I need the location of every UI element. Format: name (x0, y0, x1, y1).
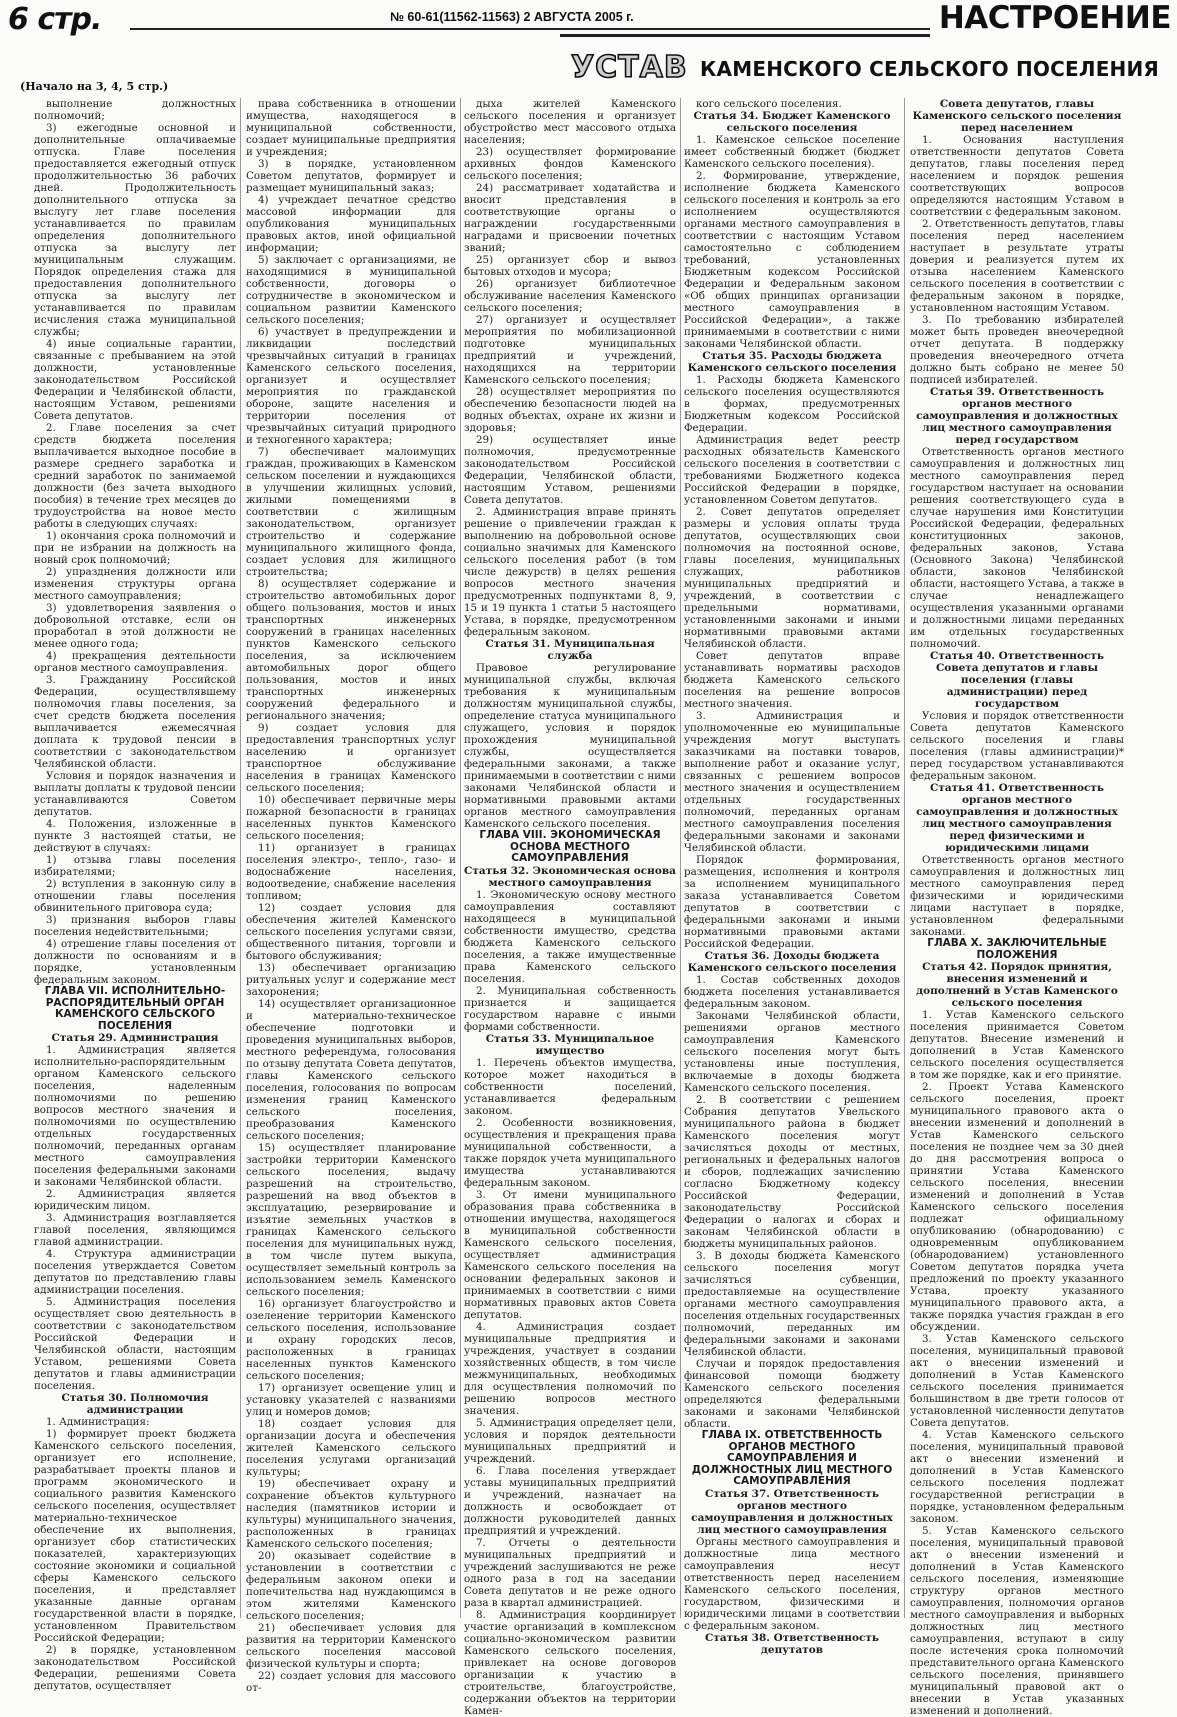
paragraph: 1. Основания наступления ответственности депутатов Совета депутатов, главы поселения перед населением и порядок решения соответствующих вопросов определяются настоящим Уставом в соответствии с федеральным законом. (910, 134, 1124, 218)
paragraph: 7) обеспечивает малоимущих граждан, проживающих в Каменском сельском поселении и нуждающихся в улучшении жилищных условий, жилыми помещениями в соответствии с жилищным законодательством, организует строительство и содержание муниципального жилищного фонда, создает условия для жилищного строительства; (246, 446, 456, 578)
column-2 (246, 98, 456, 1694)
paragraph: 15) осуществляет планирование застройки территории Каменского сельского поселения, выдачу разрешений на строительство, разрешений на ввод объектов в эксплуатацию, резервирование и изъятие земельных участков в границах Каменского сельского поселения для муниципальных нужд, в том числе путем выкупа, осуществляет земельный контроль за использованием земель Каменского сельского поселения; (246, 1142, 456, 1298)
paragraph: 8) осуществляет содержание и строительство автомобильных дорог общего пользования, мостов и иных транспортных инженерных сооружений в границах населенных пунктов Каменского сельского поселения, за исключением автомобильных дорог общего пользования, мостов и иных транспортных инженерных сооружений федерального и регионального значения; (246, 578, 456, 722)
paragraph: 2. В соответствии с решением Собрания депутатов Увельского муниципального района в бюджет Каменского поселения могут зачисляться доходы от местных, региональных и федеральных налогов и сборов, подлежащих зачислению согласно Бюджетному кодексу Российской Федерации, законодательству Российской Федерации о налогах и сборах и законам Челябинской области в бюджеты муниципальных районов. (684, 1094, 900, 1250)
paragraph: 1. Состав собственных доходов бюджета поселения устанавливается федеральным законом. (684, 974, 900, 1010)
headline-main: УСТАВ (571, 50, 688, 85)
column-divider (460, 98, 461, 1618)
column-divider (240, 98, 241, 1618)
column-5 (910, 98, 1124, 1717)
paragraph: 2. Администрация является юридическим лицом. (34, 1188, 236, 1212)
column-3 (464, 98, 676, 1717)
column-1 (34, 98, 236, 1692)
paragraph: 3. Администрация возглавляется главой поселения, являющимся главой администрации. (34, 1212, 236, 1248)
paragraph: 1. Перечень объектов имущества, которое может находиться в собственности поселений, устанавливается федеральным законом. (464, 1056, 676, 1117)
paragraph: 19) обеспечивает охрану и сохранение объектов культурного наследия (памятников истории и культуры) муниципального значения, расположенных в границах Каменского сельского поселения; (246, 1478, 456, 1550)
paragraph: 2) упразднения должности или изменения структуры органа местного самоуправления; (34, 566, 236, 602)
paragraph: права собственника в отношении имущества, находящегося в муниципальной собственности, создает муниципальные предприятия и учреждения; (246, 98, 456, 158)
paragraph: 1. Каменское сельское поселение имеет собственный бюджет (бюджет Каменского сельского поселения). (684, 134, 900, 170)
paragraph: 4. Администрация создает муниципальные предприятия и учреждения, участвует в создании хозяйственных обществ, в том числе межмуниципальных, необходимых для осуществления полномочий по решению вопросов местного значения. (464, 1320, 676, 1417)
paragraph: 5. Администрация определяет цели, условия и порядок деятельности муниципальных предприятий и учреждений. (464, 1416, 676, 1465)
paragraph: 3. От имени муниципального образования права собственника в отношении имущества, находящегося в муниципальной собственности Каменского сельского поселения, осуществляет администрация Каменского сельского поселения на основании федеральных законов и принимаемых в соответствии с ними нормативных правовых актов Совета депутатов. (464, 1188, 676, 1321)
paragraph: 8. Администрация координирует участие организаций в комплексном социально-экономическом развитии Каменского сельского поселения, привлекает на основе договоров организации к участию в строительстве, благоустройстве, содержании объектов на территории Камен- (464, 1608, 676, 1717)
paragraph: 4) иные социальные гарантии, связанные с пребыванием на этой должности, установленные законодательством Российской Федерации и Челябинской области, настоящим Уставом, решениями Совета депутатов. (34, 338, 236, 422)
paragraph: 2. Совет депутатов определяет размеры и условия оплаты труда депутатов, осуществляющих свои полномочия на постоянной основе, главы поселения, муниципальных служащих, работников муниципальных предприятий и учреждений, в соответствии с предельными нормативами, установленными законами и иными нормативными правовыми актами Челябинской области. (684, 506, 900, 650)
issue-line: № 60-61(11562-11563) 2 АВГУСТА 2005 г. (390, 10, 634, 24)
paragraph: 3) в порядке, установленном Советом депутатов, формирует и размещает муниципальный заказ; (246, 158, 456, 194)
paragraph: 5. Устав Каменского сельского поселения, муниципальный правовой акт о внесении изменений и дополнений в Устав Каменского сельского поселения, изменяющие структуру органов местного самоуправления, полномочия органов местного самоуправления и выборных должностных лиц местного самоуправления, вступают в силу после истечения срока полномочий представительного органа Каменского сельского поселения, принявшего муниципальный правовой акт о внесении в Устав указанных изменений и дополнений. (910, 1525, 1124, 1717)
paragraph: 6) участвует в предупреждении и ликвидации последствий чрезвычайных ситуаций в границах Каменского сельского поселения, организует и осуществляет мероприятия по гражданской обороне, защите населения и территории поселения от чрезвычайных ситуаций природного и техногенного характера; (246, 326, 456, 446)
paragraph: 3. Устав Каменского сельского поселения, муниципальный правовой акт о внесении изменений и дополнений в Устав Каменского сельского поселения принимается большинством в две трети голосов от установленной численности депутатов Совета депутатов. (910, 1333, 1124, 1429)
paragraph: 24) рассматривает ходатайства и вносит представления в соответствующие органы о награждении государственными наградами и присвоении почетных званий; (464, 182, 676, 254)
paragraph: 4. Устав Каменского сельского поселения, муниципальный правовой акт о внесении изменений и дополнений в Устав Каменского сельского поселения подлежат государственной регистрации в порядке, установленном федеральным законом. (910, 1429, 1124, 1525)
paragraph: 6. Глава поселения утверждает уставы муниципальных предприятий и учреждений, назначает на должность и освобождает от должности руководителей данных предприятий и учреждений. (464, 1464, 676, 1537)
paragraph: 3. В доходы бюджета Каменского сельского поселения могут зачисляться субвенции, предоставляемые на осуществление органами местного самоуправления поселения отдельных государственных полномочий, переданных им федеральными законами и законами Челябинской области. (684, 1250, 900, 1358)
article-heading: Статья 38. Ответственность депутатов (704, 1631, 880, 1656)
paragraph: кого сельского поселения. (696, 98, 842, 110)
paragraph: 1. Администрация является исполнительно-распорядительным органом Каменского сельского поселения, наделенным полномочиями по решению вопросов местного значения и полномочиями по осуществлению отдельных государственных полномочий, переданных органам местного самоуправления поселения федеральными законами и законами Челябинской области. (34, 1044, 236, 1188)
paragraph: 16) организует благоустройство и озеленение территории Каменского сельского поселения, использование и охрану городских лесов, расположенных в границах населенных пунктов Каменского сельского поселения; (246, 1298, 456, 1382)
section-title: НАСТРОЕНИЕ (938, 0, 1171, 36)
paragraph: 29) осуществляет иные полномочия, предусмотренные законодательством Российской Федерации, Челябинской области, настоящим Уставом, решениями Совета депутатов. (464, 434, 676, 506)
paragraph: 4) отрешение главы поселения от должности по основаниям и в порядке, установленным федеральным законом. (34, 938, 236, 986)
paragraph: Законами Челябинской области, решениями органов местного самоуправления Каменского сельского поселения могут быть установлены иные поступления, включаемые в доходы бюджета Каменского сельского поселения. (684, 1010, 900, 1094)
page-number: 6 стр. (8, 2, 102, 37)
paragraph: Ответственность органов местного самоуправления и должностных лиц местного самоуправления перед физическими и юридическими лицами наступает в порядке, установленном федеральными законами. (910, 854, 1124, 938)
article-heading: Статья 33. Муниципальное имущество (485, 1032, 655, 1057)
chapter-heading: ГЛАВА X. ЗАКЛЮЧИТЕЛЬНЫЕ ПОЛОЖЕНИЯ (927, 937, 1107, 961)
paragraph: 4) прекращения деятельности органов местного самоуправления. (34, 650, 236, 674)
paragraph: Условия и порядок ответственности Совета депутатов Каменского сельского поселения и главы поселения (главы администрации)* перед государством устанавливаются федеральным законом. (910, 710, 1124, 782)
paragraph: 25) организует сбор и вывоз бытовых отходов и мусора; (464, 254, 676, 278)
paragraph: 2. Формирование, утверждение, исполнение бюджета Каменского сельского поселения и контроль за его исполнением осуществляются органами местного самоуправления в соответствии с настоящим Уставом самостоятельно с соблюдением требований, установленных Бюджетным кодексом Российской Федерации и Федеральным законом «Об общих принципах организации местного самоуправления в Российской Федерации», а также принимаемыми в соответствии с ними законами Челябинской области. (684, 170, 900, 350)
column-divider (680, 98, 681, 1618)
paragraph: выполнение должностных полномочий; (34, 98, 236, 122)
continuation-note: (Начало на 3, 4, 5 стр.) (20, 80, 169, 93)
chapter-heading: ГЛАВА IX. ОТВЕТСТВЕННОСТЬ ОРГАНОВ МЕСТНОГО САМОУПРАВЛЕНИЯ И ДОЛЖНОСТНЫХ ЛИЦ МЕСТНОГО САМОУПРАВЛЕНИЯ (691, 1429, 893, 1487)
paragraph: 3. По требованию избирателей может быть проведен внеочередной отчет депутата. В поддержку проведения внеочередного отчета должно быть собрано не менее 50 подписей избирателей. (910, 314, 1124, 386)
paragraph: 1) формирует проект бюджета Каменского сельского поселения, организует его исполнение, разрабатывает проекты планов и программ экономического и социального развития Каменского сельского поселения, осуществляет материально-техническое обеспечение их выполнения, организует сбор статистических показателей, характеризующих состояние экономики и социальной сферы Каменского сельского поселения, и представляет указанные данные органам государственной власти в порядке, установленном Правительством Российской Федерации; (34, 1428, 236, 1644)
paragraph: 2) вступления в законную силу в отношении главы поселения обвинительного приговора суда; (34, 878, 236, 914)
paragraph: 3) признания выборов главы поселения недействительными; (34, 914, 236, 938)
headline-sub: КАМЕНСКОГО СЕЛЬСКОГО ПОСЕЛЕНИЯ (700, 57, 1160, 81)
masthead (0, 0, 1177, 44)
paragraph: 3) удовлетворения заявления о добровольной отставке, если он проработал в этой должности не менее одного года; (34, 602, 236, 650)
paragraph: 23) осуществляет формирование архивных фондов Каменского сельского поселения; (464, 146, 676, 182)
paragraph: 2. Администрация вправе принять решение о привлечении граждан к выполнению на добровольной основе социально значимых для Каменского сельского поселения работ (в том числе дежурств) в целях решения вопросов местного значения предусмотренных подпунктами 8, 9, 15 и 19 пункта 1 статьи 5 настоящего Устава, в порядке, предусмотренном федеральным законом. (464, 506, 676, 638)
paragraph: 2. Проект Устава Каменского сельского поселения, проект муниципального правового акта о внесении изменений и дополнений в Устав Каменского сельского поселения не позднее чем за 30 дней до дня рассмотрения вопроса о принятии Устава Каменского сельского поселения, внесении изменений и дополнений в Устав Каменского сельского поселения подлежат официальному опубликованию (обнародованию) с одновременным опубликованием (обнародованием) установленного Советом депутатов порядка учета предложений по проекту указанного Устава, проекту указанного муниципального правового акта, а также порядка участия граждан в его обсуждении. (910, 1081, 1124, 1333)
paragraph: 4. Положения, изложенные в пункте 3 настоящей статьи, не действуют в случаях: (34, 818, 236, 854)
paragraph: 27) организует и осуществляет мероприятия по мобилизационной подготовке муниципальных предприятий и учреждений, находящихся на территории Каменского сельского поселения; (464, 314, 676, 386)
paragraph: 28) осуществляет мероприятия по обеспечению безопасности людей на водных объектах, охране их жизни и здоровья; (464, 386, 676, 434)
headline (0, 48, 1177, 92)
paragraph: 13) обеспечивает организацию ритуальных услуг и содержание мест захоронения; (246, 962, 456, 998)
paragraph: 5. Администрация поселения осуществляет свою деятельность в соответствии с законодательством Российской Федерации и Челябинской области, настоящим Уставом, решениями Совета депутатов и главы администрации поселения. (34, 1296, 236, 1392)
paragraph: Администрация ведет реестр расходных обязательств Каменского сельского поселения в соответствии с требованиями Бюджетного кодекса Российской Федерации в порядке, установленном Советом депутатов. (684, 434, 900, 506)
paragraph: 4. Структура администрации поселения утверждается Советом депутатов по представлению главы администрации поселения. (34, 1248, 236, 1296)
paragraph: 1) окончания срока полномочий и при не избрании на должность на новый срок полномочий; (34, 530, 236, 566)
paragraph: 3. Гражданину Российской Федерации, осуществлявшему полномочия главы поселения, за счет средств бюджета поселения выплачивается ежемесячная доплата к трудовой пенсии в соответствии с законодательством Челябинской области. (34, 674, 236, 770)
article-heading: Статья 40. Ответственность Совета депутатов и главы поселения (главы администрации) перед государством (929, 650, 1105, 710)
paragraph: 3. Администрация и уполномоченные ею муниципальные учреждения могут выступать заказчиками на поставки товаров, выполнение работ и оказание услуг, связанных с решением вопросов местного значения и осуществлением отдельных государственных полномочий, переданных органам местного самоуправления поселения федеральными законами и законами Челябинской области. (684, 710, 900, 854)
paragraph: 9) создает условия для предоставления транспортных услуг населению и организует транспортное обслуживание населения в границах Каменского сельского поселения; (246, 722, 456, 794)
article-heading: Совета депутатов, главы Каменского сельского поселения перед населением (912, 98, 1122, 134)
article-heading: Статья 39. Ответственность органов местного самоуправления и должностных лиц местного самоуправления перед государством (916, 386, 1118, 446)
paragraph: дыха жителей Каменского сельского поселения и организует обустройство мест массового отдыха населения; (464, 98, 676, 146)
article-heading: Статья 36. Доходы бюджета Каменского сельского поселения (687, 950, 897, 974)
paragraph: 2) в порядке, установленном законодательством Российской Федерации, решениями Совета депутатов, осуществляет (34, 1644, 236, 1692)
paragraph: Условия и порядок назначения и выплаты доплаты к трудовой пенсии устанавливаются Советом депутатов. (34, 770, 236, 818)
paragraph: Ответственность органов местного самоуправления и должностных лиц местного самоуправления перед государством наступает на основании решения соответствующего суда в случае нарушения ими Конституции Российской Федерации, федеральных конституционных законов, федеральных законов, Устава (Основного Закона) Челябинской области, законов Челябинской области, настоящего Устава, а также в случае ненадлежащего осуществления указанными органами и должностными лицами переданных им отдельных государственных полномочий. (910, 446, 1124, 650)
paragraph: 18) создает условия для организации досуга и обеспечения жителей Каменского сельского поселения услугами организаций культуры; (246, 1418, 456, 1478)
paragraph: 4) учреждает печатное средство массовой информации для опубликования муниципальных правовых актов, иной официальной информации; (246, 194, 456, 254)
paragraph: 2. Муниципальная собственность признается и защищается государством наравне с иными формами собственности. (464, 984, 676, 1033)
article-heading: Статья 41. Ответственность органов местного самоуправления и должностных лиц местного самоуправления перед физическими и юридическими лицами (916, 782, 1118, 854)
paragraph: 1. Экономическую основу местного самоуправления составляют находящееся в муниципальной собственности имущество, средства бюджета Каменского сельского поселения, а также имущественные права Каменского сельского поселения. (464, 888, 676, 985)
paragraph: 22) создает условия для массового от- (246, 1670, 456, 1694)
paragraph: 2. Ответственность депутатов, главы поселения перед населением наступает в результате утраты доверия и реализуется путем их отзыва населением Каменского сельского поселения в соответствии с федеральным законом в порядке, установленном настоящим Уставом. (910, 218, 1124, 314)
paragraph: 21) обеспечивает условия для развития на территории Каменского сельского поселения массовой физической культуры и спорта; (246, 1622, 456, 1670)
article-heading: Статья 30. Полномочия администрации (61, 1392, 209, 1416)
paragraph: 17) организует освещение улиц и установку указателей с названиями улиц и номеров домов; (246, 1382, 456, 1418)
paragraph: 20) оказывает содействие в установлении в соответствии с федеральным законом опеки и попечительства над нуждающимся в этом жителями Каменского сельского поселения; (246, 1550, 456, 1622)
paragraph: 1. Устав Каменского сельского поселения принимается Советом депутатов. Внесение изменений и дополнений в Устав Каменского сельского поселения осуществляется в том же порядке, как и его принятие. (910, 1009, 1124, 1081)
paragraph: 5) заключает с организациями, не находящимися в муниципальной собственности, договоры о сотрудничестве в экономическом и социальном развитии Каменского сельского поселения; (246, 254, 456, 326)
header-rule-thick (560, 34, 930, 37)
paragraph: Органы местного самоуправления и должностные лица местного самоуправления несут ответственность перед населением Каменского сельского поселения, государством, физическими и юридическими лицами в соответствии с федеральным законом. (684, 1535, 900, 1632)
article-heading: Статья 31. Муниципальная служба (485, 638, 655, 662)
paragraph: 3) ежегодные основной и дополнительные оплачиваемые отпуска. Главе поселения предоставляется ежегодный отпуск продолжительностью 36 рабочих дней. Продолжительность дополнительного отпуска за выслугу лет главе поселения устанавливается по правилам определения дополнительного отпуска за выслугу лет муниципальным служащим. Порядок определения стажа для предоставления дополнительного отпуска за выслугу лет устанавливается по правилам исчисления стажа муниципальной службы; (34, 122, 236, 338)
chapter-heading: ГЛАВА VII. ИСПОЛНИТЕЛЬНО-РАСПОРЯДИТЕЛЬНЫЙ ОРГАН КАМЕНСКОГО СЕЛЬСКОГО ПОСЕЛЕНИЯ (44, 985, 226, 1032)
paragraph: 1. Расходы бюджета Каменского сельского поселения осуществляются в формах, предусмотренных Бюджетным кодексом Российской Федерации. (684, 374, 900, 434)
paragraph: Правовое регулирование муниципальной службы, включая требования к муниципальным должностям муниципальной службы, определение статуса муниципального служащего, условия и порядок прохождения муниципальной службы, осуществляется федеральными законами, а также принимаемыми в соответствии с ними законами Челябинской области и нормативными правовыми актами органов местного самоуправления Каменского сельского поселения. (464, 662, 676, 830)
paragraph: 7. Отчеты о деятельности муниципальных предприятий и учреждений заслушиваются не реже одного раза в год на заседании Совета депутатов и не реже одного раза в квартал администрацией. (464, 1536, 676, 1609)
paragraph: 11) организует в границах поселения электро-, тепло-, газо- и водоснабжение населения, водоотведение, снабжение населения топливом; (246, 842, 456, 902)
paragraph: 26) организует библиотечное обслуживание населения Каменского сельского поселения; (464, 278, 676, 314)
paragraph: 2. Особенности возникновения, осуществления и прекращения права муниципальной собственности, а также порядок учета муниципального имущества устанавливаются федеральным законом. (464, 1116, 676, 1189)
article-heading: Статья 37. Ответственность органов местного самоуправления и должностных лиц местного самоуправления (691, 1487, 893, 1536)
paragraph: 1. Администрация: (46, 1416, 150, 1428)
column-divider (904, 98, 905, 1618)
article-heading: Статья 32. Экономическая основа местного самоуправления (464, 864, 676, 889)
article-heading: Статья 35. Расходы бюджета Каменского сельского поселения (687, 350, 897, 374)
chapter-heading: ГЛАВА VIII. ЭКОНОМИЧЕСКАЯ ОСНОВА МЕСТНОГО САМОУПРАВЛЕНИЯ (479, 829, 661, 864)
article-heading: Статья 34. Бюджет Каменского сельского поселения (693, 110, 891, 134)
paragraph: 1) отзыва главы поселения избирателями; (34, 854, 236, 878)
paragraph: 2. Главе поселения за счет средств бюджета поселения выплачивается выходное пособие в размере среднего заработка и средний заработок по занимаемой должности (без зачета выходного пособия) в течение трех месяцев до трудоустройства на новое место работы в следующих случаях: (34, 422, 236, 530)
article-heading: Статья 29. Администрация (51, 1032, 219, 1044)
paragraph: Случаи и порядок предоставления финансовой помощи бюджету Каменского сельского поселения определяются федеральными законами и законами Челябинской области. (684, 1358, 900, 1430)
column-4 (684, 98, 900, 1656)
paragraph: Порядок формирования, размещения, исполнения и контроля за исполнением муниципального заказа устанавливается Советом депутатов в соответствии с федеральными законами и иными нормативными правовыми актами Российской Федерации. (684, 854, 900, 950)
header-rule (130, 28, 930, 30)
paragraph: 12) создает условия для обеспечения жителей Каменского сельского поселения услугами связи, общественного питания, торговли и бытового обслуживания; (246, 902, 456, 962)
article-heading: Статья 42. Порядок принятия, внесения изменений и дополнений в Устав Каменского сельского поселения (916, 961, 1118, 1009)
paragraph: Совет депутатов вправе устанавливать нормативы расходов бюджета Каменского сельского поселения на решение вопросов местного значения. (684, 650, 900, 710)
paragraph: 10) обеспечивает первичные меры пожарной безопасности в границах населенных пунктов Каменского сельского поселения; (246, 794, 456, 842)
paragraph: 14) осуществляет организационное и материально-техническое обеспечение подготовки и проведения муниципальных выборов, местного референдума, голосования по отзыву депутата Совета депутатов, главы Каменского сельского поселения, голосования по вопросам изменения границ Каменского сельского поселения, преобразования Каменского сельского поселения; (246, 998, 456, 1142)
